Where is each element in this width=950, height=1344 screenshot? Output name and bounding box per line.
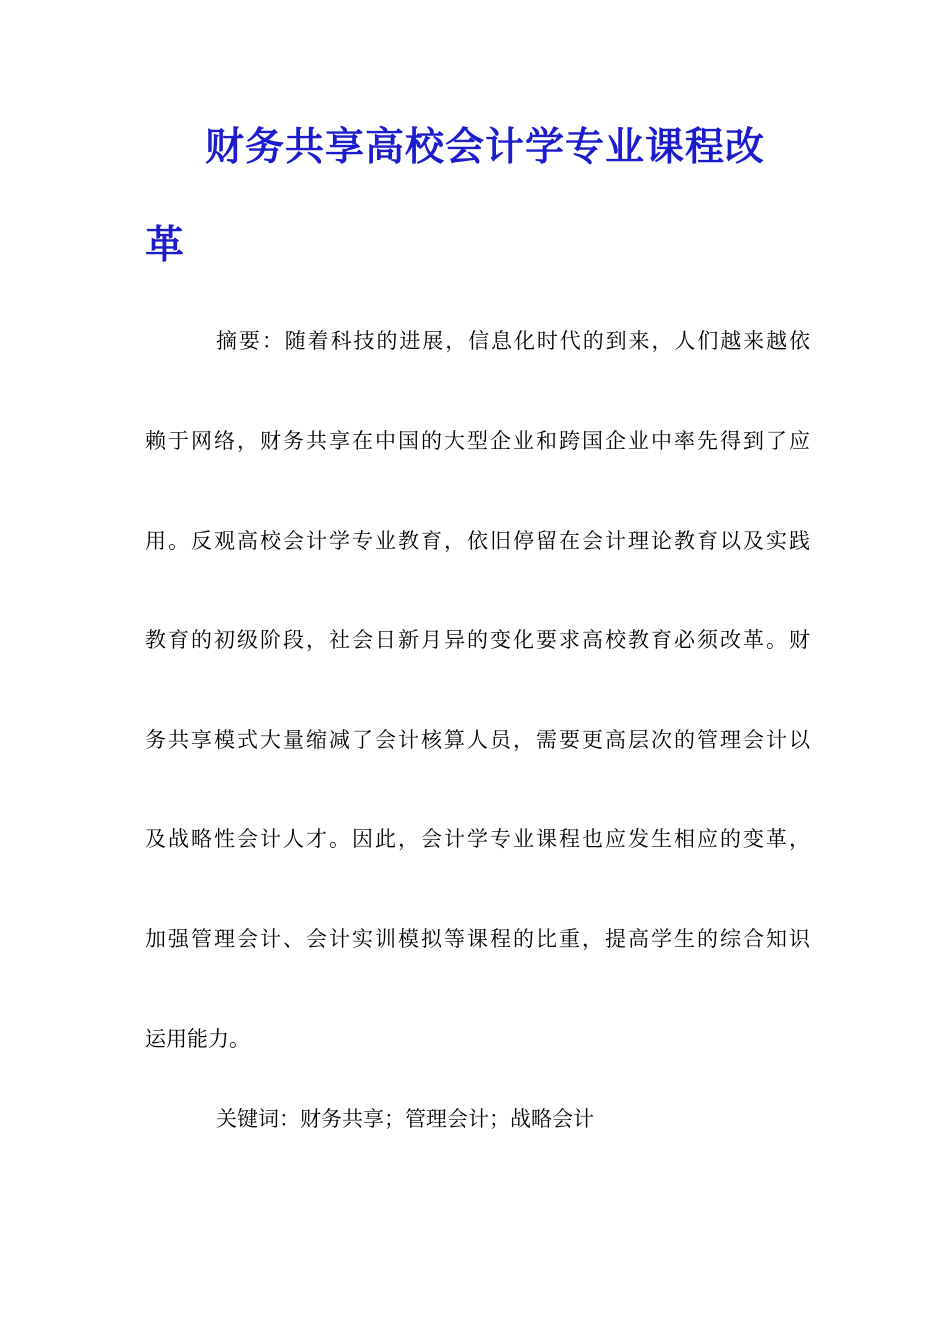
abstract-line: 加强管理会计、会计实训模拟等课程的比重，提高学生的综合知识	[145, 927, 810, 951]
abstract-line: 赖于网络，财务共享在中国的大型企业和跨国企业中率先得到了应	[145, 429, 810, 453]
keywords-line: 关键词：财务共享；管理会计；战略会计	[216, 1107, 594, 1131]
abstract-line: 运用能力。	[145, 1027, 250, 1051]
document-title-line-2: 革	[145, 223, 186, 268]
abstract-line: 用。反观高校会计学专业教育，依旧停留在会计理论教育以及实践	[145, 529, 810, 553]
abstract-line: 及战略性会计人才。因此，会计学专业课程也应发生相应的变革，	[145, 827, 810, 851]
abstract-line: 教育的初级阶段，社会日新月异的变化要求高校教育必须改革。财	[145, 628, 810, 652]
abstract-line: 务共享模式大量缩减了会计核算人员，需要更高层次的管理会计以	[145, 728, 810, 752]
document-title-line-1: 财务共享高校会计学专业课程改	[205, 125, 766, 170]
abstract-line: 摘要：随着科技的进展，信息化时代的到来，人们越来越依	[216, 329, 810, 353]
